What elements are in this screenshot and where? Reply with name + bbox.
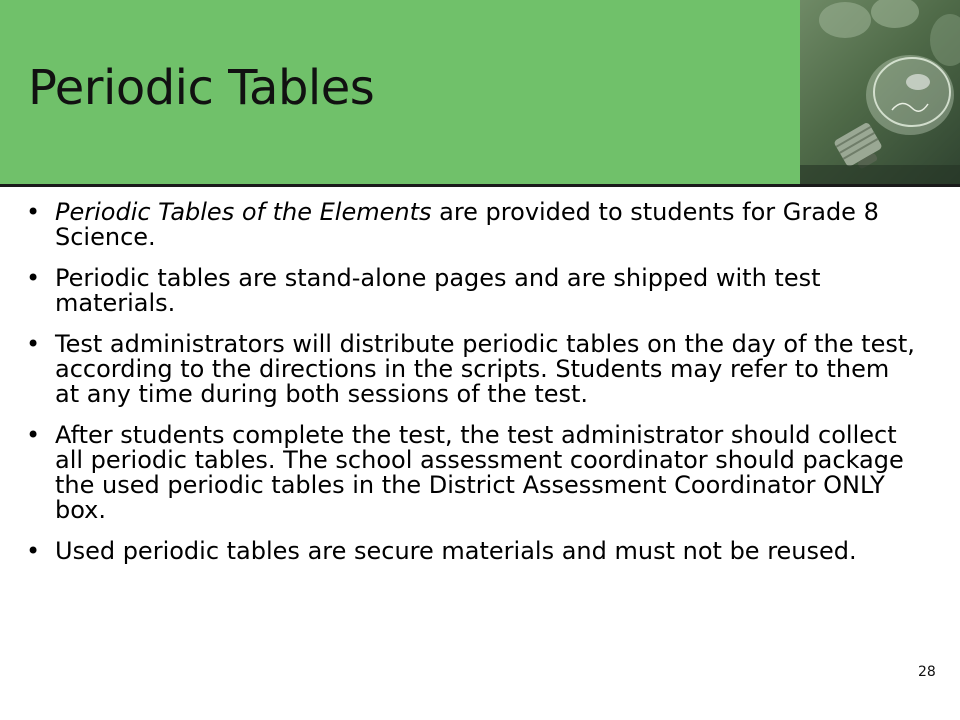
- bullet-icon: •: [26, 330, 41, 358]
- bullet-text: are provided to students for Grade 8 Science.: [55, 198, 879, 251]
- bullet-list: [0, 200, 960, 564]
- light-bulbs-illustration: [800, 0, 960, 184]
- bullet-text: Test administrators will distribute periodic tables on the day of the test, according to the directions in the scripts. Students may refer to them at any time during both sessions of the test.: [55, 330, 915, 408]
- bullet-text: Used periodic tables are secure materials and must not be reused.: [55, 537, 857, 565]
- bullet-icon: •: [26, 198, 41, 226]
- bullet-text: After students complete the test, the test administrator should collect all periodic tables. The school assessment coordinator should package the used periodic tables in the District Assessment Coordinator ONLY box.: [55, 421, 904, 524]
- bullet-item: [0, 200, 960, 250]
- page-number: 28: [918, 664, 936, 680]
- light-bulbs-photo: [800, 0, 960, 184]
- bullet-item: [0, 539, 960, 564]
- bullet-icon: •: [26, 264, 41, 292]
- title-banner: [0, 0, 800, 184]
- bullet-item: [0, 423, 960, 523]
- header-divider: [0, 184, 960, 187]
- bullet-item: [0, 332, 960, 407]
- bullet-item: [0, 266, 960, 316]
- bullet-icon: •: [26, 421, 41, 449]
- bullet-icon: •: [26, 537, 41, 565]
- slide-body: [0, 200, 960, 715]
- bullet-italic-text: Periodic Tables of the Elements: [55, 198, 432, 226]
- bullet-text: Periodic tables are stand-alone pages and are shipped with test materials.: [55, 264, 821, 317]
- slide-title: Periodic Tables: [28, 60, 375, 116]
